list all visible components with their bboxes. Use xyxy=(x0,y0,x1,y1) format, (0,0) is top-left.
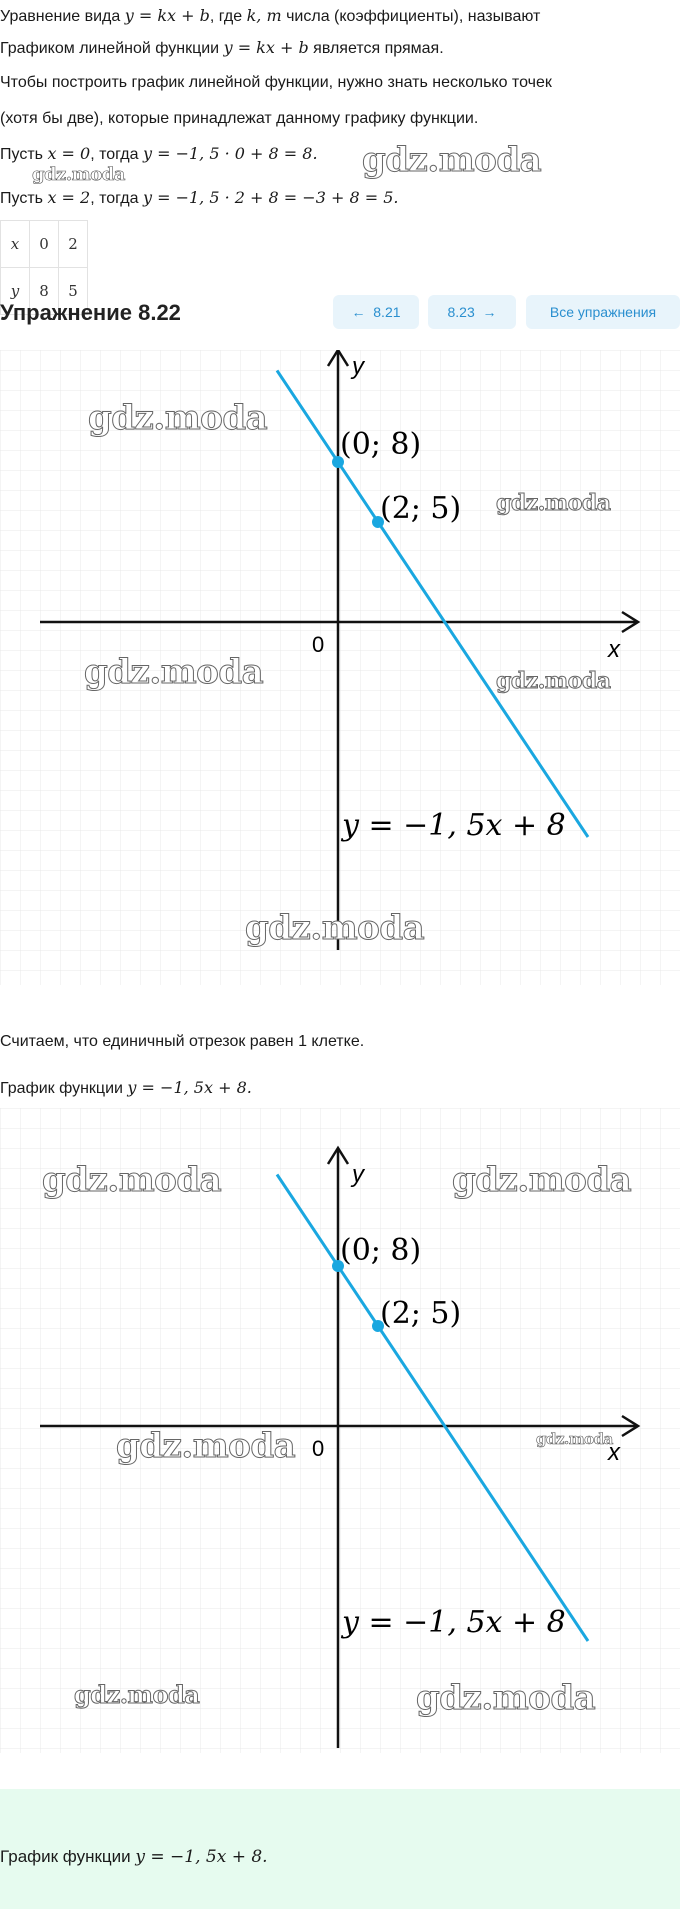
intro-text: Пусть xyxy=(0,190,43,207)
point-label-1: (0; 8) xyxy=(340,1233,422,1268)
graph-panel-2 xyxy=(0,1108,680,1753)
y-axis-label: y xyxy=(352,1161,364,1188)
watermark: gdz.moda xyxy=(74,1680,200,1709)
prev-exercise-button[interactable] xyxy=(333,295,419,329)
point-label-1: (0; 8) xyxy=(340,427,422,462)
formula: y = −1, 5 · 0 + 8 = 8. xyxy=(142,144,318,163)
intro-line-4: (хотя бы две), которые принадлежат данному графику функции. xyxy=(0,110,479,127)
x-axis-label: x xyxy=(608,1439,620,1466)
watermark: gdz.moda xyxy=(536,1430,613,1448)
table-cell: y xyxy=(1,268,30,315)
watermark: gdz.moda xyxy=(245,908,425,948)
watermark: gdz.moda xyxy=(116,1426,296,1466)
intro-text: , тогда xyxy=(90,190,139,207)
watermark: gdz.moda xyxy=(84,652,264,692)
table-cell: 8 xyxy=(30,268,59,315)
origin-label: 0 xyxy=(312,632,325,657)
point-label-2: (2; 5) xyxy=(380,491,462,526)
watermark: gdz.moda xyxy=(496,490,611,516)
watermark: gdz.moda xyxy=(362,140,542,180)
intro-text: , тогда xyxy=(90,146,139,163)
y-axis-label: y xyxy=(352,353,364,380)
arrow-left-icon: ← xyxy=(351,304,366,320)
formula: y = −1, 5x + 8. xyxy=(135,1847,268,1867)
intro-text: Графиком линейной функции xyxy=(0,40,220,57)
intro-line-3: Чтобы построить график линейной функции, нужно знать несколько точек xyxy=(0,74,552,91)
intro-text: является прямая. xyxy=(313,40,444,57)
watermark: gdz.moda xyxy=(416,1678,596,1718)
formula: y = kx + b xyxy=(223,38,309,57)
all-exercises-label: Все упражнения xyxy=(549,304,657,320)
formula: y = −1, 5 · 2 + 8 = −3 + 8 = 5. xyxy=(142,188,399,207)
caption-text: График функции xyxy=(0,1847,131,1866)
formula: y = kx + b xyxy=(124,6,210,25)
table-cell: x xyxy=(1,221,30,268)
table-row xyxy=(1,221,88,268)
watermark: gdz.moda xyxy=(452,1160,632,1200)
watermark: gdz.moda xyxy=(496,668,611,694)
next-exercise-button[interactable] xyxy=(428,295,516,329)
answer-footer xyxy=(0,1789,680,1909)
watermark: gdz.moda xyxy=(42,1160,222,1200)
graph-caption xyxy=(0,1078,252,1098)
intro-line-1 xyxy=(0,6,540,26)
watermark: gdz.moda xyxy=(88,398,268,438)
intro-text: Пусть xyxy=(0,146,43,163)
arrow-right-icon: → xyxy=(482,304,497,320)
intro-text: Уравнение вида xyxy=(0,8,121,25)
intro-text: , где xyxy=(209,8,243,25)
intro-text: числа (коэффициенты), называют xyxy=(286,8,541,25)
table-cell: 2 xyxy=(59,221,88,268)
formula: x = 2 xyxy=(47,188,91,207)
formula: y = −1, 5x + 8. xyxy=(127,1078,252,1097)
unit-text: Считаем, что единичный отрезок равен 1 клетке. xyxy=(0,1033,365,1050)
intro-line-5 xyxy=(0,144,318,164)
table-cell: 5 xyxy=(59,268,88,315)
caption-text: График функции xyxy=(0,1080,123,1097)
formula: k, m xyxy=(246,6,282,25)
next-label: 8.23 xyxy=(447,304,475,320)
exercise-title: Упражнение 8.22 xyxy=(0,300,181,325)
table-cell: 0 xyxy=(30,221,59,268)
point-label-2: (2; 5) xyxy=(380,1296,462,1331)
equation-label: y = −1, 5x + 8 xyxy=(342,808,566,843)
graph-panel-1 xyxy=(0,350,680,985)
intro-line-6 xyxy=(0,188,398,208)
intro-line-2 xyxy=(0,38,444,58)
formula: x = 0 xyxy=(47,144,91,163)
x-axis-label: x xyxy=(608,636,620,663)
prev-label: 8.21 xyxy=(373,304,401,320)
footer-caption xyxy=(0,1847,268,1867)
unit-note xyxy=(0,1033,364,1051)
all-exercises-button[interactable] xyxy=(526,295,680,329)
origin-label: 0 xyxy=(312,1436,325,1461)
watermark: gdz.moda xyxy=(32,164,125,185)
equation-label: y = −1, 5x + 8 xyxy=(342,1605,566,1640)
